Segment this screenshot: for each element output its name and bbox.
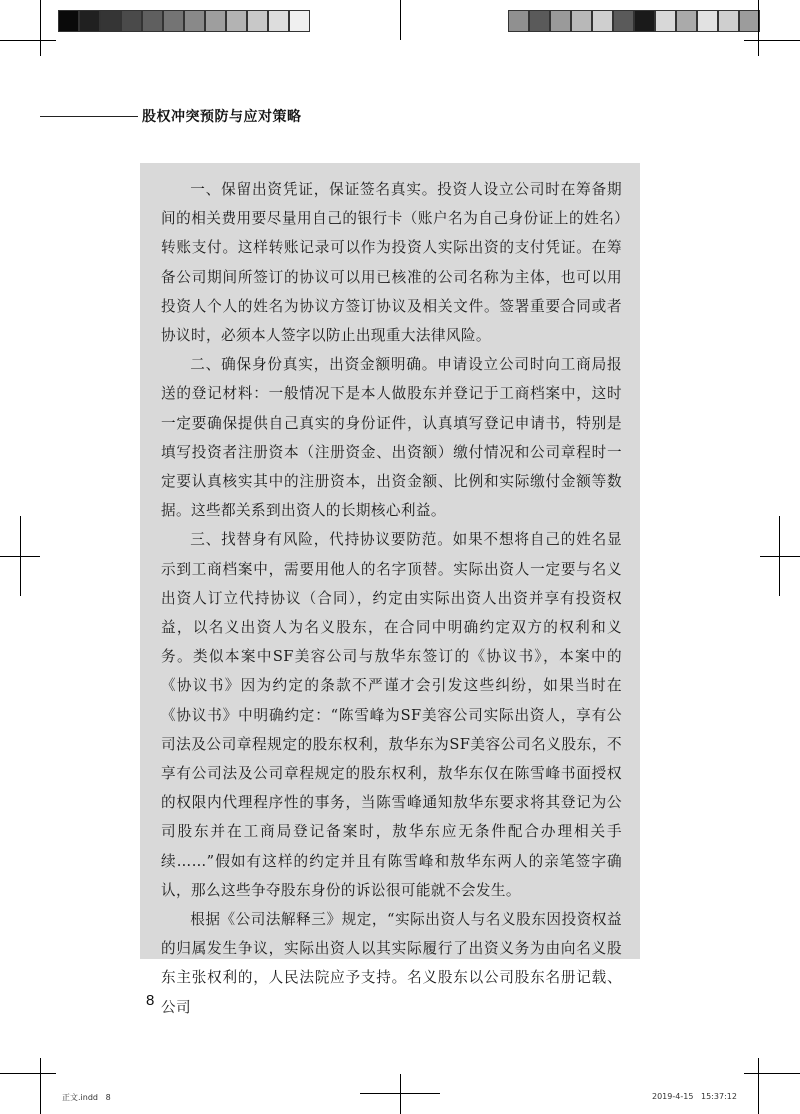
paragraph: 一、保留出资凭证，保证签名真实。投资人设立公司时在筹备期间的相关费用要尽量用自己的银行卡（账户名为自己身份证上的姓名）转账支付。这样转账记录可以作为投资人实际出资的支付凭证。在筹备公司期间所签订的协议可以用已核准的公司名称为主体，也可以用投资人个人的姓名为协议方签订协议及相关文件。签署重要合同或者协议时，必须本人签字以防止出现重大法律风险。 xyxy=(161,181,622,345)
crop-mark xyxy=(400,1074,401,1114)
color-bar-right xyxy=(508,10,760,32)
color-swatch xyxy=(58,10,79,32)
color-swatch xyxy=(184,10,205,32)
color-swatch xyxy=(226,10,247,32)
crop-mark xyxy=(40,1058,41,1114)
color-swatch xyxy=(739,10,760,32)
crop-mark xyxy=(0,1073,56,1074)
color-bar-left xyxy=(58,10,310,32)
color-swatch xyxy=(289,10,310,32)
crop-mark xyxy=(20,516,21,596)
color-swatch xyxy=(100,10,121,32)
color-swatch xyxy=(697,10,718,32)
color-swatch xyxy=(79,10,100,32)
color-swatch xyxy=(508,10,529,32)
color-swatch xyxy=(718,10,739,32)
color-swatch xyxy=(571,10,592,32)
footer-timestamp: 2019-4-15 15:37:12 xyxy=(652,1092,737,1101)
crop-mark xyxy=(744,40,800,41)
color-swatch xyxy=(529,10,550,32)
crop-mark xyxy=(400,0,401,40)
page-number: 8 xyxy=(146,992,155,1009)
crop-mark xyxy=(758,1058,759,1114)
paragraph: 二、确保身份真实，出资金额明确。申请设立公司时向工商局报送的登记材料：一般情况下是本人做股东并登记于工商档案中，这时一定要确保提供自己真实的身份证件，认真填写登记申请书，特别是填写投资者注册资本（注册资金、出资额）缴付情况和公司章程时一定要认真核实其中的注册资本，出资金额、比例和实际缴付金额等数据。这些都关系到出资人的长期核心利益。 xyxy=(161,356,622,520)
paragraph: 根据《公司法解释三》规定，“实际出资人与名义股东因投资权益的归属发生争议，实际出资人以其实际履行了出资义务为由向名义股东主张权利的，人民法院应予支持。名义股东以公司股东名册记载、公司 xyxy=(161,911,622,1016)
footer-file-name: 正文.indd 8 xyxy=(62,1093,111,1102)
crop-mark xyxy=(760,556,800,557)
color-swatch xyxy=(592,10,613,32)
crop-mark xyxy=(779,516,780,596)
color-swatch xyxy=(142,10,163,32)
crop-mark xyxy=(360,1093,440,1094)
paragraph: 三、找替身有风险，代持协议要防范。如果不想将自己的姓名显示到工商档案中，需要用他人的名字顶替。实际出资人一定要与名义出资人订立代持协议（合同），约定由实际出资人出资并享有投资权益，以名义出资人为名义股东，在合同中明确约定双方的权利和义务。类似本案中SF美容公司与敖华东签订的《协议书》，本案中的《协议书》因为约定的条款不严谨才会引发这些纠纷，如果当时在《协议书》中明确约定：“陈雪峰为SF美容公司实际出资人，享有公司法及公司章程规定的股东权利，敖华东为SF美容公司名义股东，不享有公司法及公司章程规定的股东权利，敖华东仅在陈雪峰书面授权的权限内代理程序性的事务，当陈雪峰通知敖华东要求将其登记为公司股东并在工商局登记备案时，敖华东应无条件配合办理相关手续……”假如有这样的约定并且有陈雪峰和敖华东两人的亲笔签字确认，那么这些争夺股东身份的诉讼很可能就不会发生。 xyxy=(161,531,622,899)
body-text-panel xyxy=(140,163,640,1016)
color-swatch xyxy=(247,10,268,32)
color-swatch xyxy=(121,10,142,32)
color-swatch xyxy=(550,10,571,32)
crop-mark xyxy=(758,0,759,56)
color-swatch xyxy=(268,10,289,32)
color-swatch xyxy=(655,10,676,32)
crop-mark xyxy=(40,0,41,56)
color-swatch xyxy=(676,10,697,32)
color-swatch xyxy=(634,10,655,32)
crop-mark xyxy=(0,40,56,41)
color-swatch xyxy=(205,10,226,32)
crop-mark xyxy=(744,1073,800,1074)
running-head xyxy=(40,106,302,126)
running-head-rule xyxy=(40,116,138,117)
color-swatch xyxy=(163,10,184,32)
running-head-title: 股权冲突预防与应对策略 xyxy=(142,109,302,125)
color-swatch xyxy=(613,10,634,32)
